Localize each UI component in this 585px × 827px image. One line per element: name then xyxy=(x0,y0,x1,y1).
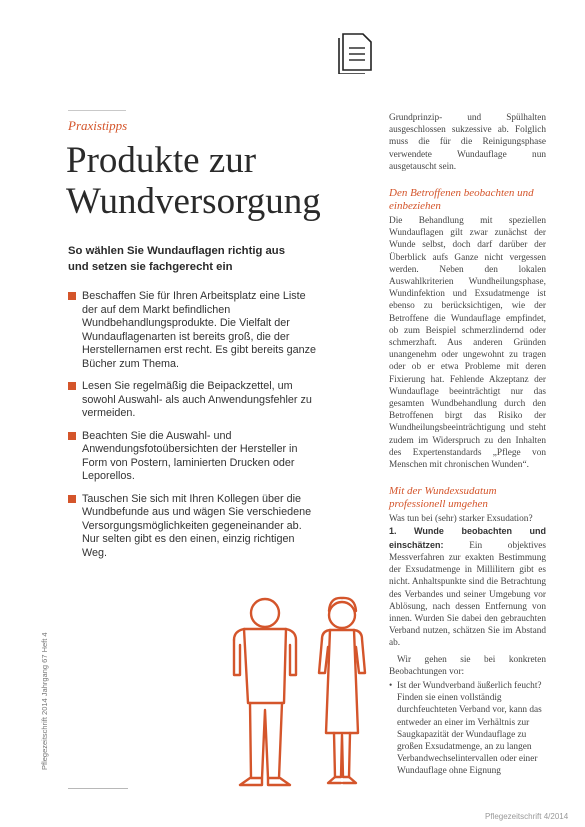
step-lead: 1. Wunde beobachten und einschätzen: xyxy=(389,526,546,550)
square-bullet-icon xyxy=(68,382,76,390)
tip-item xyxy=(68,290,318,371)
section-heading: Den Betroffenen beobachten und einbeziehen xyxy=(389,187,534,212)
article-subtitle: So wählen Sie Wundauflagen richtig aus und setzen sie fachgerecht ein xyxy=(68,245,285,273)
tip-text: Beachten Sie die Auswahl- und Anwendungsfotoübersichten der Hersteller in Form von Postern, laminierten Drucken oder Leporellos. xyxy=(82,429,298,482)
observation-list xyxy=(389,680,546,778)
body-paragraph xyxy=(389,525,546,649)
tips-list xyxy=(68,290,318,569)
right-column xyxy=(389,112,546,778)
tip-item xyxy=(68,430,318,484)
list-item: • Ist der Wundverband äußerlich feucht? Finden sie einen vollständig durchfeuchteten Verband vor, kann das entweder an einer im Verhältnis zur Saugkapazität der Wundauflage zu großen Exsudatmenge, an zu langen Verbandwechselintervallen oder einer Wundauflage ohne Eignung xyxy=(389,680,546,778)
square-bullet-icon xyxy=(68,292,76,300)
bottom-divider xyxy=(68,788,128,789)
tip-item xyxy=(68,380,318,421)
people-figures-illustration xyxy=(220,595,390,790)
document-icon xyxy=(337,30,377,74)
page-number: Pflegezeitschrift 4/2014 xyxy=(485,812,569,821)
body-paragraph: Wir gehen sie bei konkreten Beobachtungen vor: xyxy=(389,654,546,677)
intro-paragraph: Grundprinzip- und Spülhalten ausgeschlossen sukzessive ab. Folglich muss die für die Reinigungsphase verwendete Wundauflage nun ausgetauscht sein. xyxy=(389,113,546,172)
tip-text: Lesen Sie regelmäßig die Beipackzettel, um sowohl Auswahl- als auch Anwendungsfehler zu vermeiden. xyxy=(82,380,312,419)
square-bullet-icon xyxy=(68,432,76,440)
square-bullet-icon xyxy=(68,495,76,503)
section-heading: Mit der Wundexsudatum professionell umgehen xyxy=(389,485,497,510)
body-paragraph: Die Behandlung mit speziellen Wundauflagen gilt zwar zunächst der Wunde selbst, doch darf darüber der Überblick aufs Ganze nicht vergessen werden. Neben den lokalen Auswahlkriterien Wundheilungsphase, Wundinfektion und Exsudatmenge ist ebenso zu berücksichtigen, wie der Betroffene die Wundauflage empfindet, ob zum Beispiel schmerzlindernd oder schmerzhaft. Aus anderen Gründen unangenehm oder ungewohnt zu tragen oder ob er etwa Probleme mit deren Fixierung hat. Fehlende Akzeptanz der Wundauflage beeinträchtigt nur das gesamten Wundbehandlung durch den Betroffenen birgt das Risiko der Wundheilungsbeeinträchtigung und steht zudem im Widerspruch zu den Inhalten des Expertenstandards „Pflege von Menschen mit chronischen Wunden“. xyxy=(389,216,546,471)
tip-text: Tauschen Sie sich mit Ihren Kollegen über die Wundbefunde aus und wägen Sie verschiedene Versorgungsmöglichkeiten gegeneinander ab. Nur selten gibt es den einen, einzig richtigen Weg. xyxy=(82,492,312,559)
title-line-1: Produkte zur xyxy=(66,140,257,181)
section-kicker: Praxistipps xyxy=(68,118,128,133)
top-divider xyxy=(68,110,126,111)
vertical-sidebar-text: Pflegezeitschrift 2014 Jahrgang 67 Heft 4 xyxy=(40,632,49,770)
article-title xyxy=(66,140,321,222)
step-text: Ein objektives Messverfahren zur exakten Bestimmung der Exsudatmenge in Millilitern gibt es nicht. Anhaltspunkte sind die Betrachtung des Verbandes und seiner Umgebung vor Ablösung, nach dessen Entfernung von innen. Wurden Sie dabei den gebrauchten Verband nutzen, schätzen Sie im Abstand ab. xyxy=(389,540,547,649)
tip-text: Beschaffen Sie für Ihren Arbeitsplatz eine Liste der auf dem Markt befindlichen Wundbehandlungsprodukte. Die Vielfalt der Wundauflagenarten ist bereits groß, die der Herstellernamen erst recht. Es gibt bereits ganze Bücher zum Thema. xyxy=(82,290,317,370)
title-line-2: Wundversorgung xyxy=(66,181,321,222)
question-line: Was tun bei (sehr) starker Exsudation? xyxy=(389,514,533,525)
tip-item xyxy=(68,493,318,561)
